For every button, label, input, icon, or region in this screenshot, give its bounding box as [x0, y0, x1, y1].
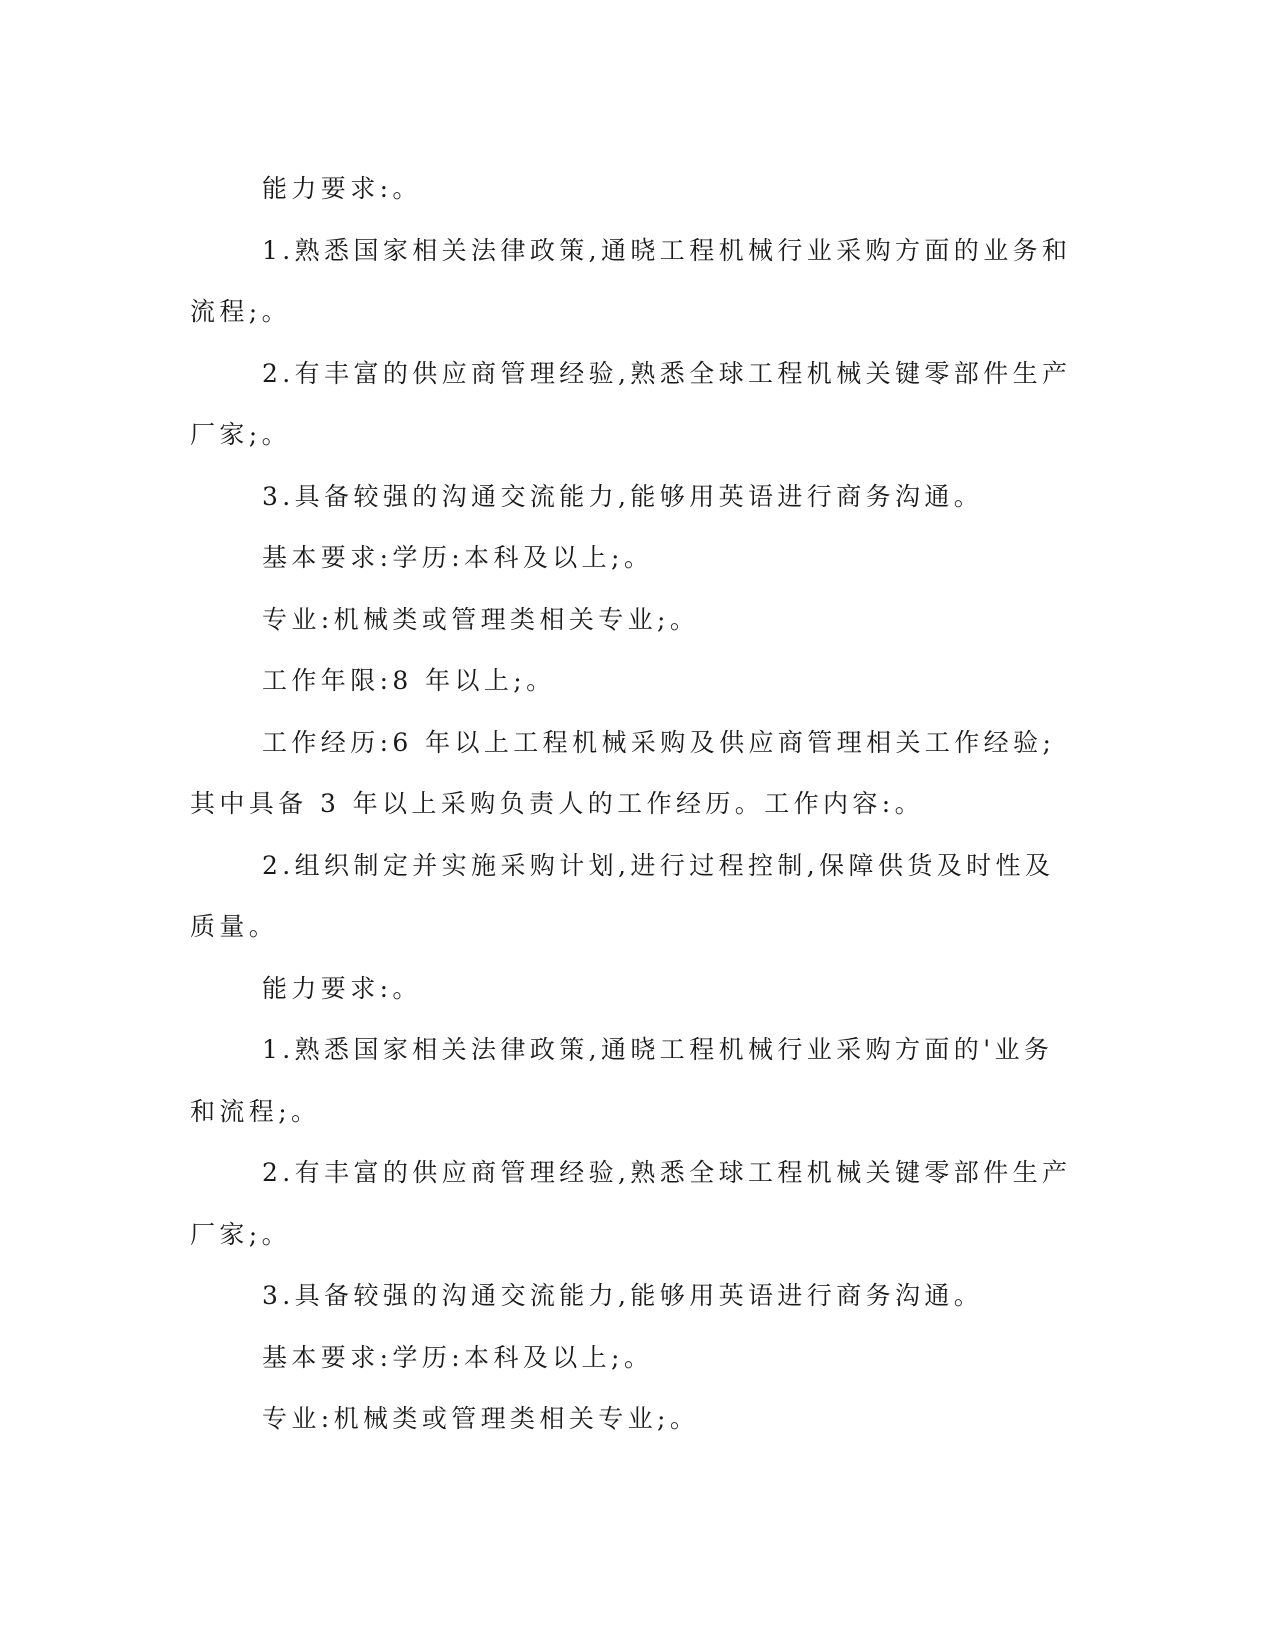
paragraph-item-3-repeat: 3.具备较强的沟通交流能力,能够用英语进行商务沟通。 [262, 1281, 984, 1310]
paragraph-item-1: 1.熟悉国家相关法律政策,通晓工程机械行业采购方面的业务和流程;。 [190, 235, 1072, 326]
paragraph-basic-requirements: 基本要求:学历:本科及以上;。 [262, 543, 654, 572]
paragraph-work-experience: 工作经历:6 年以上工程机械采购及供应商管理相关工作经验;其中具备 3 年以上采购负责人的工作经历。工作内容:。 [190, 727, 1056, 818]
paragraph-work-content-item-2: 2.组织制定并实施采购计划,进行过程控制,保障供货及时性及质量。 [190, 850, 1055, 941]
paragraph-basic-requirements-repeat: 基本要求:学历:本科及以上;。 [262, 1342, 654, 1372]
paragraph-work-years: 工作年限:8 年以上;。 [262, 666, 556, 695]
paragraph-item-2-repeat: 2.有丰富的供应商管理经验,熟悉全球工程机械关键零部件生产厂家;。 [190, 1158, 1072, 1249]
paragraph-ability-requirements-repeat: 能力要求:。 [262, 973, 422, 1003]
paragraph-major: 专业:机械类或管理类相关专业;。 [262, 604, 700, 634]
paragraph-ability-requirements: 能力要求:。 [262, 174, 422, 203]
paragraph-item-2: 2.有丰富的供应商管理经验,熟悉全球工程机械关键零部件生产厂家;。 [190, 358, 1072, 449]
paragraph-major-repeat: 专业:机械类或管理类相关专业;。 [262, 1404, 700, 1433]
paragraph-item-3: 3.具备较强的沟通交流能力,能够用英语进行商务沟通。 [262, 481, 984, 511]
paragraph-item-1-repeat: 1.熟悉国家相关法律政策,通晓工程机械行业采购方面的'业务和流程;。 [190, 1035, 1054, 1126]
document-body [190, 158, 1075, 1450]
